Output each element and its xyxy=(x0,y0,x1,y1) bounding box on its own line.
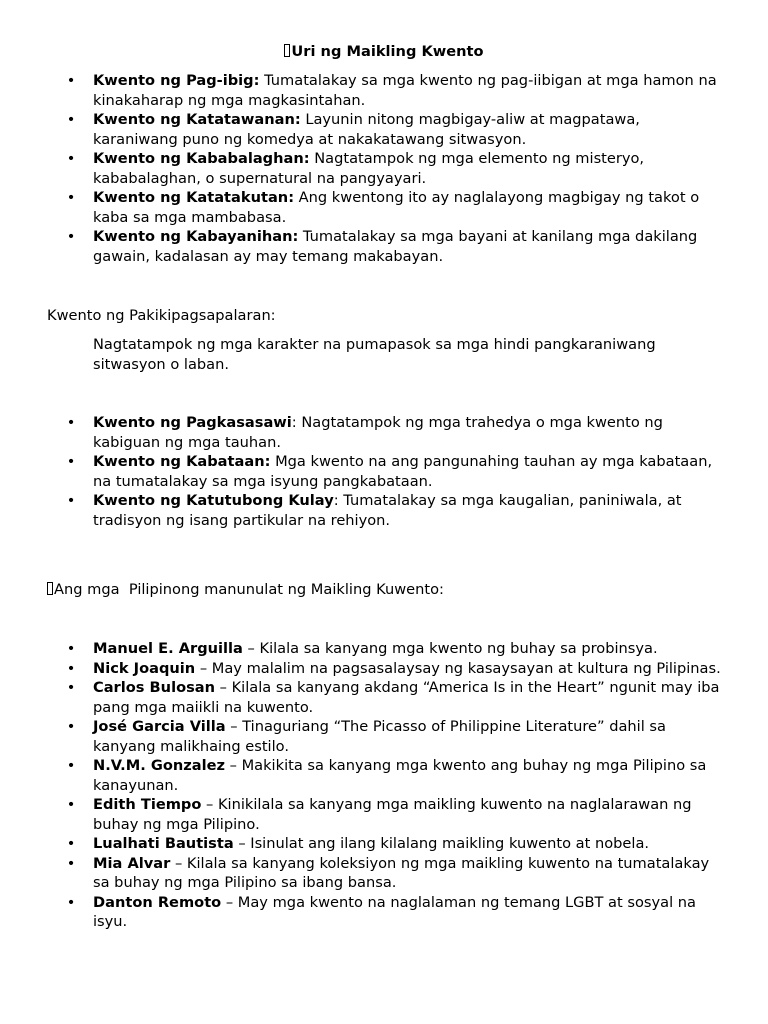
writer-name: José Garcia Villa xyxy=(93,718,226,735)
bullet-icon: • xyxy=(66,757,76,774)
bullet-icon: • xyxy=(66,492,76,509)
bullet-icon: • xyxy=(66,835,76,852)
writer-desc: – Kilala sa kanyang mga kwento ng buhay sa probinsya. xyxy=(242,640,658,657)
writer-name: Lualhati Bautista xyxy=(93,835,234,852)
writers-heading xyxy=(47,580,444,600)
list-item-term: Kwento ng Katutubong Kulay xyxy=(93,492,334,509)
writer-desc: – Tinaguriang “The Picasso of Philippine Literature” dahil sa kanyang malikhaing estilo. xyxy=(93,718,666,755)
bullet-icon: • xyxy=(66,111,76,128)
missing-glyph-icon xyxy=(284,44,290,57)
list-item xyxy=(0,110,768,149)
bullet-icon: • xyxy=(66,189,76,206)
list-item xyxy=(0,639,768,659)
pakikipagsapalaran-heading: Kwento ng Pakikipagsapalaran: xyxy=(47,307,276,324)
list-item-term: Kwento ng Katatawanan: xyxy=(93,111,301,128)
list-item-desc: Ang kwentong ito ay naglalayong magbigay ng takot o kaba sa mga mambabasa. xyxy=(93,189,700,226)
document-title-text: Uri ng Maikling Kwento xyxy=(291,43,484,60)
writer-name: Danton Remoto xyxy=(93,893,222,911)
writer-name: Carlos Bulosan xyxy=(93,679,216,696)
list-item xyxy=(0,149,768,188)
pakikipagsapalaran-body: Nagtatampok ng mga karakter na pumapasok sa mga hindi pangkaraniwang sitwasyon o laban. xyxy=(93,336,656,373)
bullet-icon: • xyxy=(66,72,76,89)
writers-list xyxy=(0,639,768,932)
list-item xyxy=(0,452,768,491)
list-item-desc: : Tumatalakay sa mga kaugalian, paniniwala, at tradisyon ng isang partikular na rehiyon. xyxy=(93,492,682,529)
list-item-desc: Tumatalakay sa mga bayani at kanilang mga dakilang gawain, kadalasan ay may temang makabayan. xyxy=(93,228,698,265)
bullet-icon: • xyxy=(66,854,76,872)
bullet-icon: • xyxy=(66,640,76,657)
bullet-icon: • xyxy=(66,414,76,431)
writer-desc: – May malalim na pagsasalaysay ng kasaysayan at kultura ng Pilipinas. xyxy=(195,659,721,677)
list-item xyxy=(0,491,768,530)
writer-desc: – Kilala sa kanyang koleksiyon ng mga maikling kuwento na tumatalakay sa buhay ng mga Pilipino sa ibang bansa. xyxy=(93,854,710,891)
list-item xyxy=(0,834,768,854)
list-item xyxy=(0,71,768,110)
list-item-desc: : Nagtatampok ng mga trahedya o mga kwento ng kabiguan ng mga tauhan. xyxy=(93,414,663,451)
bullet-icon: • xyxy=(66,228,76,245)
writers-heading-text: Ang mga Pilipinong manunulat ng Maikling Kuwento: xyxy=(54,581,444,598)
list-item xyxy=(0,188,768,227)
list-item-term: Kwento ng Kabayanihan: xyxy=(93,228,299,245)
writer-desc: – Kinikilala sa kanyang mga maikling kuwento na naglalarawan ng buhay ng mga Pilipino. xyxy=(93,796,692,833)
writer-name: Nick Joaquin xyxy=(93,659,196,677)
bullet-icon: • xyxy=(66,796,76,813)
bullet-icon: • xyxy=(66,679,76,696)
document-title xyxy=(0,42,768,62)
bullet-icon: • xyxy=(66,718,76,735)
list-item xyxy=(0,227,768,266)
writer-desc: – Isinulat ang ilang kilalang maikling kuwento at nobela. xyxy=(233,835,650,852)
story-types-list-2 xyxy=(0,413,768,530)
list-item-desc: Tumatalakay sa mga kwento ng pag-iibigan at mga hamon na kinakaharap ng mga magkasintahan. xyxy=(93,72,717,109)
writer-name: Edith Tiempo xyxy=(93,796,202,813)
list-item-term: Kwento ng Kababalaghan: xyxy=(93,150,310,167)
list-item xyxy=(0,678,768,717)
writer-desc: – Kilala sa kanyang akdang “America Is in the Heart” ngunit may iba pang mga maiikli na kuwento. xyxy=(93,679,720,716)
writer-desc: – May mga kwento na naglalaman ng temang LGBT at sosyal na isyu. xyxy=(93,893,696,930)
list-item xyxy=(0,717,768,756)
list-item-term: Kwento ng Kabataan: xyxy=(93,453,271,470)
bullet-icon: • xyxy=(66,893,76,911)
list-item-desc: Mga kwento na ang pangunahing tauhan ay mga kabataan, na tumatalakay sa mga isyung pangkabataan. xyxy=(93,453,713,490)
list-item xyxy=(0,756,768,795)
story-types-list-1 xyxy=(0,71,768,266)
list-item xyxy=(0,659,768,679)
list-item xyxy=(0,795,768,834)
bullet-icon: • xyxy=(66,453,76,470)
writer-name: N.V.M. Gonzalez xyxy=(93,757,225,774)
writer-name: Mia Alvar xyxy=(93,854,171,872)
list-item-desc: Nagtatampok ng mga elemento ng misteryo, kababalaghan, o supernatural na pangyayari. xyxy=(93,150,645,187)
missing-glyph-icon xyxy=(47,582,53,595)
bullet-icon: • xyxy=(66,150,76,167)
list-item-term: Kwento ng Katatakutan: xyxy=(93,189,295,206)
bullet-icon: • xyxy=(66,659,76,677)
list-item-desc: Layunin nitong magbigay-aliw at magpatawa, karaniwang puno ng komedya at nakakatawang sitwasyon. xyxy=(93,111,640,148)
list-item-term: Kwento ng Pagkasasawi xyxy=(93,414,292,431)
writer-name: Manuel E. Arguilla xyxy=(93,640,243,657)
list-item xyxy=(0,413,768,452)
list-item xyxy=(0,893,768,932)
list-item-term: Kwento ng Pag-ibig: xyxy=(93,72,260,89)
list-item xyxy=(0,854,768,893)
writer-desc: – Makikita sa kanyang mga kwento ang buhay ng mga Pilipino sa kanayunan. xyxy=(93,757,707,794)
